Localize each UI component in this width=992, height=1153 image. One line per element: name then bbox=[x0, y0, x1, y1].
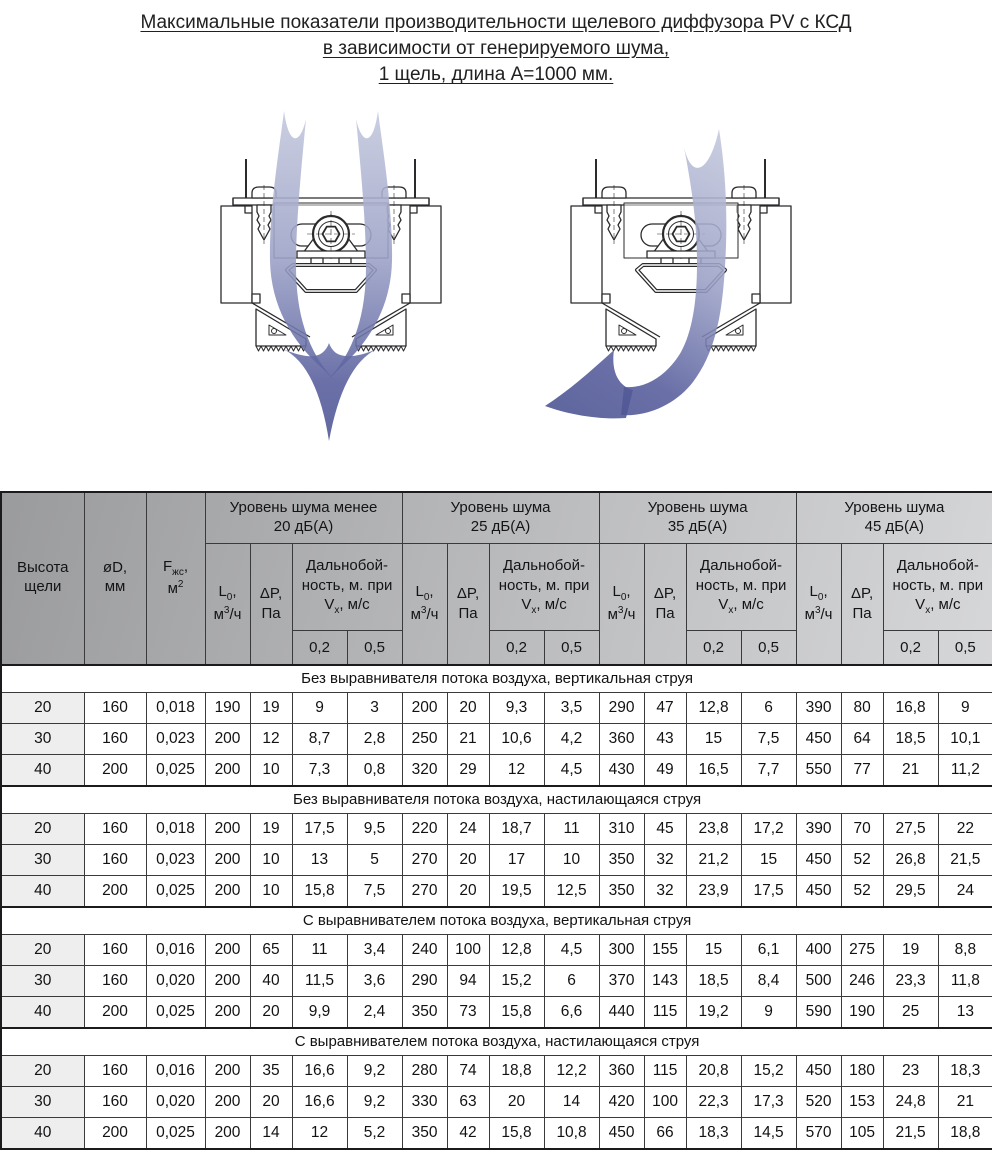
data-cell: 11 bbox=[292, 934, 347, 965]
data-cell: 17,5 bbox=[292, 813, 347, 844]
table-row bbox=[1, 754, 992, 786]
data-cell: 250 bbox=[402, 723, 447, 754]
data-cell: 19 bbox=[250, 692, 292, 723]
data-cell: 200 bbox=[205, 1117, 250, 1149]
velocity-header-2-1: 0,5 bbox=[741, 630, 796, 665]
data-cell: 430 bbox=[599, 754, 644, 786]
data-cell: 12,2 bbox=[544, 1055, 599, 1086]
data-cell: 190 bbox=[841, 996, 883, 1028]
data-cell: 19,2 bbox=[686, 996, 741, 1028]
range-header-2: Дальнобой- ность, м. при $V_x$, м/с bbox=[686, 543, 796, 630]
data-cell: 15,2 bbox=[741, 1055, 796, 1086]
data-cell: 200 bbox=[205, 875, 250, 907]
data-cell: 3,4 bbox=[347, 934, 402, 965]
data-cell: 20 bbox=[1, 1055, 84, 1086]
data-cell: 9 bbox=[938, 692, 992, 723]
data-cell: 20 bbox=[447, 844, 489, 875]
data-cell: 10 bbox=[250, 875, 292, 907]
data-cell: 10 bbox=[250, 754, 292, 786]
table-row bbox=[1, 934, 992, 965]
data-cell: 6 bbox=[544, 965, 599, 996]
data-cell: 7,3 bbox=[292, 754, 347, 786]
diffuser-diagram-coanda-jet bbox=[529, 103, 879, 463]
data-cell: 105 bbox=[841, 1117, 883, 1149]
data-cell: 18,5 bbox=[883, 723, 938, 754]
data-cell: 570 bbox=[796, 1117, 841, 1149]
data-cell: 42 bbox=[447, 1117, 489, 1149]
data-cell: 8,8 bbox=[938, 934, 992, 965]
data-cell: 0,016 bbox=[146, 934, 205, 965]
data-cell: 35 bbox=[250, 1055, 292, 1086]
data-cell: 18,3 bbox=[686, 1117, 741, 1149]
data-cell: 350 bbox=[599, 875, 644, 907]
data-cell: 100 bbox=[644, 1086, 686, 1117]
data-cell: 24 bbox=[938, 875, 992, 907]
data-cell: 350 bbox=[599, 844, 644, 875]
data-cell: 6,1 bbox=[741, 934, 796, 965]
data-cell: 6,6 bbox=[544, 996, 599, 1028]
data-cell: 11,5 bbox=[292, 965, 347, 996]
data-cell: 45 bbox=[644, 813, 686, 844]
data-cell: 11,2 bbox=[938, 754, 992, 786]
data-cell: 200 bbox=[205, 1086, 250, 1117]
data-cell: 12,8 bbox=[686, 692, 741, 723]
data-cell: 9 bbox=[741, 996, 796, 1028]
pressure-header-1: ΔP, Па bbox=[447, 543, 489, 665]
data-cell: 20 bbox=[250, 996, 292, 1028]
data-cell: 73 bbox=[447, 996, 489, 1028]
data-cell: 180 bbox=[841, 1055, 883, 1086]
data-cell: 520 bbox=[796, 1086, 841, 1117]
data-cell: 15 bbox=[686, 934, 741, 965]
data-cell: 15,8 bbox=[292, 875, 347, 907]
data-cell: 24,8 bbox=[883, 1086, 938, 1117]
section-title: С выравнивателем потока воздуха, вертикальная струя bbox=[1, 907, 992, 935]
data-cell: 160 bbox=[84, 1086, 146, 1117]
performance-table bbox=[0, 491, 992, 1150]
data-cell: 7,5 bbox=[347, 875, 402, 907]
data-cell: 65 bbox=[250, 934, 292, 965]
page-title bbox=[0, 0, 992, 89]
data-cell: 9,5 bbox=[347, 813, 402, 844]
data-cell: 52 bbox=[841, 875, 883, 907]
data-cell: 5 bbox=[347, 844, 402, 875]
data-cell: 280 bbox=[402, 1055, 447, 1086]
data-cell: 14 bbox=[544, 1086, 599, 1117]
table-row bbox=[1, 692, 992, 723]
data-cell: 40 bbox=[1, 875, 84, 907]
table-row bbox=[1, 996, 992, 1028]
data-cell: 3,6 bbox=[347, 965, 402, 996]
data-cell: 500 bbox=[796, 965, 841, 996]
section-title: Без выравнивателя потока воздуха, настилающаяся струя bbox=[1, 786, 992, 814]
page-title-line-2: в зависимости от генерируемого шума, bbox=[322, 38, 670, 60]
data-cell: 52 bbox=[841, 844, 883, 875]
data-cell: 29,5 bbox=[883, 875, 938, 907]
table-row bbox=[1, 1117, 992, 1149]
velocity-header-1-1: 0,5 bbox=[544, 630, 599, 665]
data-cell: 0,025 bbox=[146, 875, 205, 907]
data-cell: 18,3 bbox=[938, 1055, 992, 1086]
section-title: Без выравнивателя потока воздуха, вертикальная струя bbox=[1, 665, 992, 693]
noise-group-header-0: Уровень шума менее 20 дБ(А) bbox=[205, 492, 402, 544]
range-header-1: Дальнобой- ность, м. при $V_x$, м/с bbox=[489, 543, 599, 630]
velocity-header-0-0: 0,2 bbox=[292, 630, 347, 665]
data-cell: 15 bbox=[686, 723, 741, 754]
data-cell: 360 bbox=[599, 723, 644, 754]
data-cell: 200 bbox=[205, 723, 250, 754]
data-cell: 11 bbox=[544, 813, 599, 844]
data-cell: 19,5 bbox=[489, 875, 544, 907]
data-cell: 420 bbox=[599, 1086, 644, 1117]
data-cell: 310 bbox=[599, 813, 644, 844]
noise-group-header-1: Уровень шума 25 дБ(А) bbox=[402, 492, 599, 544]
table-row bbox=[1, 844, 992, 875]
data-cell: 350 bbox=[402, 996, 447, 1028]
data-cell: 20 bbox=[447, 692, 489, 723]
data-cell: 200 bbox=[205, 996, 250, 1028]
data-cell: 12 bbox=[489, 754, 544, 786]
data-cell: 200 bbox=[205, 813, 250, 844]
data-cell: 66 bbox=[644, 1117, 686, 1149]
data-cell: 14 bbox=[250, 1117, 292, 1149]
data-cell: 12 bbox=[292, 1117, 347, 1149]
data-cell: 22 bbox=[938, 813, 992, 844]
data-cell: 20 bbox=[489, 1086, 544, 1117]
data-cell: 270 bbox=[402, 875, 447, 907]
data-cell: 160 bbox=[84, 844, 146, 875]
data-cell: 350 bbox=[402, 1117, 447, 1149]
data-cell: 143 bbox=[644, 965, 686, 996]
data-cell: 18,8 bbox=[489, 1055, 544, 1086]
data-cell: 330 bbox=[402, 1086, 447, 1117]
data-cell: 7,7 bbox=[741, 754, 796, 786]
data-cell: 21,5 bbox=[938, 844, 992, 875]
data-cell: 49 bbox=[644, 754, 686, 786]
data-cell: 9,2 bbox=[347, 1055, 402, 1086]
data-cell: 17,5 bbox=[741, 875, 796, 907]
data-cell: 13 bbox=[292, 844, 347, 875]
diffuser-diagram-vertical-jet bbox=[179, 103, 529, 463]
data-cell: 30 bbox=[1, 1086, 84, 1117]
noise-group-header-3: Уровень шума 45 дБ(А) bbox=[796, 492, 992, 544]
range-header-3: Дальнобой- ность, м. при $V_x$, м/с bbox=[883, 543, 992, 630]
header-slot-height: Высота щели bbox=[1, 492, 84, 665]
section-title: С выравнивателем потока воздуха, настилающаяся струя bbox=[1, 1028, 992, 1056]
data-cell: 20 bbox=[1, 692, 84, 723]
velocity-header-3-0: 0,2 bbox=[883, 630, 938, 665]
data-cell: 200 bbox=[205, 844, 250, 875]
data-cell: 0,023 bbox=[146, 844, 205, 875]
data-cell: 450 bbox=[796, 723, 841, 754]
data-cell: 40 bbox=[250, 965, 292, 996]
data-cell: 200 bbox=[84, 754, 146, 786]
noise-group-header-2: Уровень шума 35 дБ(А) bbox=[599, 492, 796, 544]
data-cell: 290 bbox=[599, 692, 644, 723]
data-cell: 300 bbox=[599, 934, 644, 965]
data-cell: 160 bbox=[84, 723, 146, 754]
data-cell: 270 bbox=[402, 844, 447, 875]
table-row bbox=[1, 1055, 992, 1086]
data-cell: 15 bbox=[741, 844, 796, 875]
data-cell: 370 bbox=[599, 965, 644, 996]
data-cell: 4,5 bbox=[544, 934, 599, 965]
data-cell: 23 bbox=[883, 1055, 938, 1086]
data-cell: 74 bbox=[447, 1055, 489, 1086]
page-title-line-3: 1 щель, длина А=1000 мм. bbox=[378, 64, 614, 86]
data-cell: 200 bbox=[205, 965, 250, 996]
data-cell: 450 bbox=[796, 875, 841, 907]
data-cell: 18,5 bbox=[686, 965, 741, 996]
data-cell: 13 bbox=[938, 996, 992, 1028]
data-cell: 200 bbox=[84, 1117, 146, 1149]
table-body bbox=[1, 665, 992, 1149]
data-cell: 320 bbox=[402, 754, 447, 786]
data-cell: 155 bbox=[644, 934, 686, 965]
data-cell: 15,8 bbox=[489, 1117, 544, 1149]
data-cell: 220 bbox=[402, 813, 447, 844]
data-cell: 10 bbox=[250, 844, 292, 875]
data-cell: 26,8 bbox=[883, 844, 938, 875]
velocity-header-2-0: 0,2 bbox=[686, 630, 741, 665]
table-row bbox=[1, 813, 992, 844]
data-cell: 153 bbox=[841, 1086, 883, 1117]
data-cell: 6 bbox=[741, 692, 796, 723]
data-cell: 18,8 bbox=[938, 1117, 992, 1149]
data-cell: 17,2 bbox=[741, 813, 796, 844]
data-cell: 0,018 bbox=[146, 813, 205, 844]
data-cell: 12,8 bbox=[489, 934, 544, 965]
data-cell: 0,8 bbox=[347, 754, 402, 786]
data-cell: 360 bbox=[599, 1055, 644, 1086]
data-cell: 12,5 bbox=[544, 875, 599, 907]
velocity-header-3-1: 0,5 bbox=[938, 630, 992, 665]
data-cell: 21 bbox=[938, 1086, 992, 1117]
data-cell: 10,6 bbox=[489, 723, 544, 754]
data-cell: 5,2 bbox=[347, 1117, 402, 1149]
data-cell: 14,5 bbox=[741, 1117, 796, 1149]
data-cell: 23,9 bbox=[686, 875, 741, 907]
data-cell: 190 bbox=[205, 692, 250, 723]
data-cell: 30 bbox=[1, 965, 84, 996]
section-row-2 bbox=[1, 907, 992, 935]
data-cell: 9,2 bbox=[347, 1086, 402, 1117]
data-cell: 200 bbox=[205, 754, 250, 786]
data-cell: 290 bbox=[402, 965, 447, 996]
data-cell: 4,5 bbox=[544, 754, 599, 786]
data-cell: 246 bbox=[841, 965, 883, 996]
data-cell: 160 bbox=[84, 965, 146, 996]
velocity-header-1-0: 0,2 bbox=[489, 630, 544, 665]
data-cell: 11,8 bbox=[938, 965, 992, 996]
data-cell: 24 bbox=[447, 813, 489, 844]
data-cell: 10 bbox=[544, 844, 599, 875]
data-cell: 21,2 bbox=[686, 844, 741, 875]
data-cell: 94 bbox=[447, 965, 489, 996]
data-cell: 0,023 bbox=[146, 723, 205, 754]
data-cell: 160 bbox=[84, 934, 146, 965]
data-cell: 40 bbox=[1, 996, 84, 1028]
data-cell: 43 bbox=[644, 723, 686, 754]
data-cell: 63 bbox=[447, 1086, 489, 1117]
data-cell: 115 bbox=[644, 1055, 686, 1086]
data-cell: 77 bbox=[841, 754, 883, 786]
data-cell: 23,8 bbox=[686, 813, 741, 844]
data-cell: 20 bbox=[447, 875, 489, 907]
data-cell: 0,025 bbox=[146, 996, 205, 1028]
table-header bbox=[1, 492, 992, 665]
data-cell: 0,018 bbox=[146, 692, 205, 723]
data-cell: 10,1 bbox=[938, 723, 992, 754]
data-cell: 0,016 bbox=[146, 1055, 205, 1086]
data-cell: 9,3 bbox=[489, 692, 544, 723]
data-cell: 115 bbox=[644, 996, 686, 1028]
section-row-3 bbox=[1, 1028, 992, 1056]
data-cell: 240 bbox=[402, 934, 447, 965]
data-cell: 100 bbox=[447, 934, 489, 965]
data-cell: 23,3 bbox=[883, 965, 938, 996]
table-row bbox=[1, 1086, 992, 1117]
data-cell: 30 bbox=[1, 723, 84, 754]
flow-header-3: $L_0$, $м^3/ч$ bbox=[796, 543, 841, 665]
data-cell: 0,025 bbox=[146, 1117, 205, 1149]
header-free-area: $F_{жс}$, $м^2$ bbox=[146, 492, 205, 665]
data-cell: 30 bbox=[1, 844, 84, 875]
data-cell: 32 bbox=[644, 844, 686, 875]
data-cell: 21 bbox=[883, 754, 938, 786]
data-cell: 200 bbox=[205, 1055, 250, 1086]
data-cell: 20,8 bbox=[686, 1055, 741, 1086]
pressure-header-0: ΔP, Па bbox=[250, 543, 292, 665]
data-cell: 2,4 bbox=[347, 996, 402, 1028]
pressure-header-3: ΔP, Па bbox=[841, 543, 883, 665]
data-cell: 27,5 bbox=[883, 813, 938, 844]
data-cell: 550 bbox=[796, 754, 841, 786]
data-cell: 0,025 bbox=[146, 754, 205, 786]
data-cell: 15,2 bbox=[489, 965, 544, 996]
data-cell: 450 bbox=[796, 844, 841, 875]
data-cell: 8,7 bbox=[292, 723, 347, 754]
data-cell: 3,5 bbox=[544, 692, 599, 723]
data-cell: 17 bbox=[489, 844, 544, 875]
section-row-1 bbox=[1, 786, 992, 814]
data-cell: 64 bbox=[841, 723, 883, 754]
data-cell: 47 bbox=[644, 692, 686, 723]
data-cell: 25 bbox=[883, 996, 938, 1028]
data-cell: 590 bbox=[796, 996, 841, 1028]
range-header-0: Дальнобой- ность, м. при $V_x$, м/с bbox=[292, 543, 402, 630]
data-cell: 7,5 bbox=[741, 723, 796, 754]
data-cell: 200 bbox=[205, 934, 250, 965]
data-cell: 16,8 bbox=[883, 692, 938, 723]
data-cell: 18,7 bbox=[489, 813, 544, 844]
data-cell: 32 bbox=[644, 875, 686, 907]
data-cell: 4,2 bbox=[544, 723, 599, 754]
data-cell: 9,9 bbox=[292, 996, 347, 1028]
data-cell: 16,6 bbox=[292, 1086, 347, 1117]
data-cell: 390 bbox=[796, 813, 841, 844]
data-cell: 29 bbox=[447, 754, 489, 786]
data-cell: 22,3 bbox=[686, 1086, 741, 1117]
data-cell: 9 bbox=[292, 692, 347, 723]
data-cell: 20 bbox=[250, 1086, 292, 1117]
section-row-0 bbox=[1, 665, 992, 693]
data-cell: 200 bbox=[84, 875, 146, 907]
data-cell: 20 bbox=[1, 934, 84, 965]
data-cell: 0,020 bbox=[146, 965, 205, 996]
data-cell: 15,8 bbox=[489, 996, 544, 1028]
flow-header-1: $L_0$, $м^3/ч$ bbox=[402, 543, 447, 665]
flow-header-0: $L_0$, $м^3/ч$ bbox=[205, 543, 250, 665]
data-cell: 160 bbox=[84, 692, 146, 723]
data-cell: 200 bbox=[84, 996, 146, 1028]
data-cell: 400 bbox=[796, 934, 841, 965]
table-row bbox=[1, 875, 992, 907]
velocity-header-0-1: 0,5 bbox=[347, 630, 402, 665]
data-cell: 19 bbox=[883, 934, 938, 965]
data-cell: 21 bbox=[447, 723, 489, 754]
data-cell: 40 bbox=[1, 1117, 84, 1149]
page-title-line-1: Максимальные показатели производительности щелевого диффузора PV с КСД bbox=[140, 12, 852, 33]
data-cell: 20 bbox=[1, 813, 84, 844]
data-cell: 440 bbox=[599, 996, 644, 1028]
table-row bbox=[1, 723, 992, 754]
data-cell: 200 bbox=[402, 692, 447, 723]
data-cell: 12 bbox=[250, 723, 292, 754]
data-cell: 17,3 bbox=[741, 1086, 796, 1117]
table-row bbox=[1, 965, 992, 996]
pressure-header-2: ΔP, Па bbox=[644, 543, 686, 665]
data-cell: 80 bbox=[841, 692, 883, 723]
data-cell: 0,020 bbox=[146, 1086, 205, 1117]
data-cell: 160 bbox=[84, 813, 146, 844]
data-cell: 8,4 bbox=[741, 965, 796, 996]
data-cell: 16,5 bbox=[686, 754, 741, 786]
data-cell: 70 bbox=[841, 813, 883, 844]
data-cell: 450 bbox=[599, 1117, 644, 1149]
data-cell: 16,6 bbox=[292, 1055, 347, 1086]
data-cell: 19 bbox=[250, 813, 292, 844]
data-cell: 390 bbox=[796, 692, 841, 723]
data-cell: 3 bbox=[347, 692, 402, 723]
header-duct-diameter: øD, мм bbox=[84, 492, 146, 665]
data-cell: 40 bbox=[1, 754, 84, 786]
diffuser-diagrams bbox=[179, 103, 879, 463]
data-cell: 450 bbox=[796, 1055, 841, 1086]
data-cell: 2,8 bbox=[347, 723, 402, 754]
flow-header-2: $L_0$, $м^3/ч$ bbox=[599, 543, 644, 665]
data-cell: 10,8 bbox=[544, 1117, 599, 1149]
data-cell: 160 bbox=[84, 1055, 146, 1086]
data-cell: 21,5 bbox=[883, 1117, 938, 1149]
data-cell: 275 bbox=[841, 934, 883, 965]
